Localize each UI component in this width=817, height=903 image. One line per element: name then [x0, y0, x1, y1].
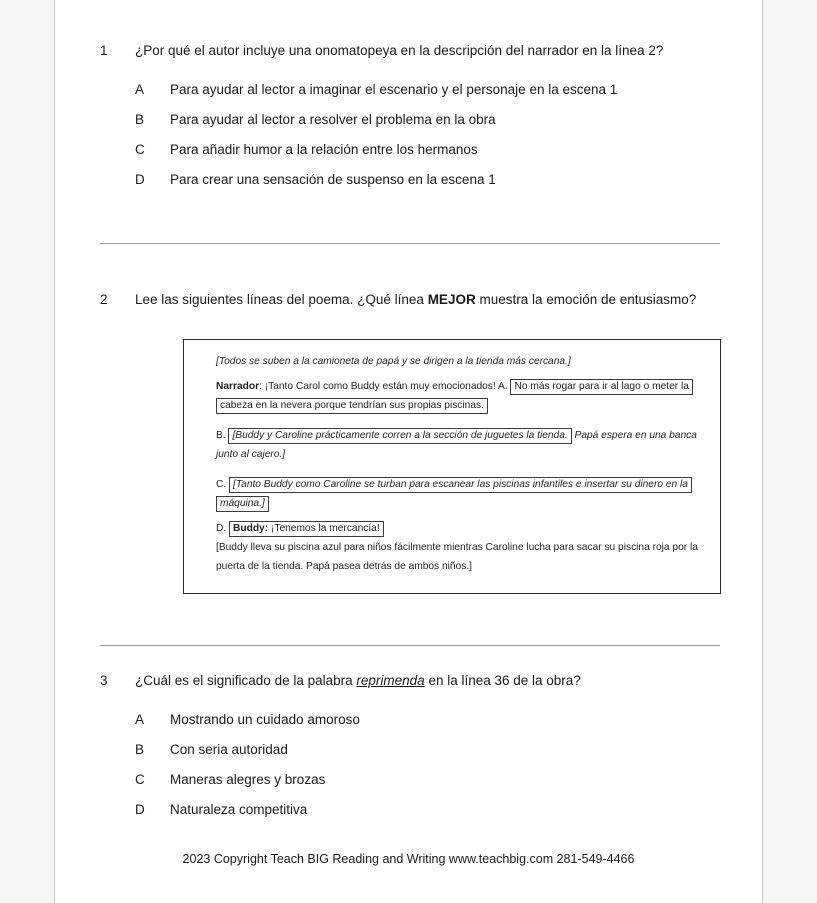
question-3-option-b[interactable]: [100, 740, 720, 770]
excerpt-stage-direction-close: [Buddy lleva su piscina azul para niños fácilmente mientras Caroline lucha para sacar su piscina roja por la puerta de la tienda. Papá pasea detrás de ambos niños.]: [216, 542, 698, 572]
question-3-option-a[interactable]: [100, 710, 720, 740]
narrator-speech: ¡Tanto Carol como Buddy están muy emocionados!: [264, 381, 499, 392]
section-divider-2: [100, 645, 720, 646]
excerpt-option-a-boxed-text[interactable]: No más rogar para ir al lago o meter la cabeza en la nevera porque tendrían sus propias piscinas.: [216, 379, 693, 414]
excerpt-passage-content: [184, 340, 720, 586]
question-2-number: 2: [100, 292, 108, 307]
question-2-prompt: [135, 290, 720, 309]
excerpt-option-d-speech: ¡Tenemos la mercancía!: [268, 523, 380, 534]
prompt-part-2: en la línea 36 de la obra?: [424, 673, 581, 688]
excerpt-option-c-boxed-text[interactable]: [Tanto Buddy como Caroline se turban para escanear las piscinas infantiles e insertar su dinero en la máquina.]: [216, 477, 692, 512]
excerpt-narrator-line: [216, 377, 706, 415]
excerpt-option-d-speaker: Buddy:: [233, 523, 269, 534]
worksheet-page: [54, 0, 763, 903]
option-letter: A: [135, 712, 145, 727]
question-1-options: [100, 80, 720, 200]
prompt-part-1: ¿Cuál es el significado de la palabra: [135, 673, 357, 688]
footer-copyright: 2023 Copyright Teach BIG Reading and Writing www.teachbig.com 281-549-4466: [182, 852, 635, 866]
option-letter: B: [135, 742, 145, 757]
excerpt-option-b-tail: Papá espera en una banca junto al cajero.]: [216, 430, 697, 460]
question-3-option-d[interactable]: [100, 800, 720, 830]
excerpt-option-d-line: [216, 519, 706, 538]
option-text: Para ayudar al lector a imaginar el escenario y el personaje en la escena 1: [170, 82, 618, 97]
excerpt-option-d-letter: D.: [216, 523, 230, 534]
question-1-option-d[interactable]: [100, 170, 720, 200]
option-letter: C: [135, 772, 145, 787]
question-3-option-c[interactable]: [100, 770, 720, 800]
option-text: Para añadir humor a la relación entre los hermanos: [170, 142, 478, 157]
option-text: Maneras alegres y brozas: [170, 772, 326, 787]
question-1-option-b[interactable]: [100, 110, 720, 140]
prompt-part-1: Lee las siguientes líneas del poema. ¿Qué línea: [135, 292, 428, 307]
option-letter: D: [135, 172, 145, 187]
prompt-part-2: muestra la emoción de entusiasmo?: [475, 292, 697, 307]
excerpt-option-b-letter: B.: [216, 430, 229, 441]
question-3: [100, 671, 720, 830]
question-1-heading: [100, 41, 720, 60]
excerpt-passage-box: [183, 339, 721, 594]
option-letter: C: [135, 142, 145, 157]
narrator-label: Narrador: [216, 381, 260, 392]
excerpt-stage-direction-open: [Todos se suben a la camioneta de papá y se dirigen a la tienda más cercana.]: [216, 356, 571, 367]
excerpt-option-c-letter: C.: [216, 479, 230, 490]
option-letter: A: [135, 82, 145, 97]
question-1-number: 1: [100, 43, 108, 58]
worksheet-content: [55, 0, 762, 903]
option-text: Mostrando un cuidado amoroso: [170, 712, 360, 727]
question-1-option-a[interactable]: [100, 80, 720, 110]
question-2-heading: [100, 290, 720, 309]
question-1-prompt: ¿Por qué el autor incluye una onomatopeya en la descripción del narrador en la línea 2?: [135, 43, 664, 58]
option-text: Para crear una sensación de suspenso en la escena 1: [170, 172, 496, 187]
question-1: [100, 41, 720, 200]
excerpt-option-c-line: [216, 475, 706, 513]
excerpt-option-b-boxed-text[interactable]: [Buddy y Caroline prácticamente corren a la sección de juguetes la tienda.: [228, 428, 571, 444]
prompt-vocabulary-term: reprimenda: [356, 673, 425, 688]
question-1-option-c[interactable]: [100, 140, 720, 170]
option-text: Naturaleza competitiva: [170, 802, 308, 817]
section-divider-1: [100, 243, 720, 244]
option-letter: D: [135, 802, 145, 817]
excerpt-option-d-boxed[interactable]: [229, 521, 384, 537]
question-3-heading: [100, 671, 720, 690]
excerpt-option-b-line: [216, 426, 706, 464]
question-2: [100, 290, 720, 309]
excerpt-option-a-letter: A.: [498, 381, 511, 392]
prompt-emphasis: MEJOR: [427, 292, 476, 307]
option-text: Con seria autoridad: [170, 742, 288, 757]
option-letter: B: [135, 112, 145, 127]
option-text: Para ayudar al lector a resolver el problema en la obra: [170, 112, 496, 127]
question-3-prompt: [135, 671, 720, 690]
question-3-number: 3: [100, 673, 108, 688]
narrator-colon: :: [259, 381, 265, 392]
question-3-options: [100, 710, 720, 830]
